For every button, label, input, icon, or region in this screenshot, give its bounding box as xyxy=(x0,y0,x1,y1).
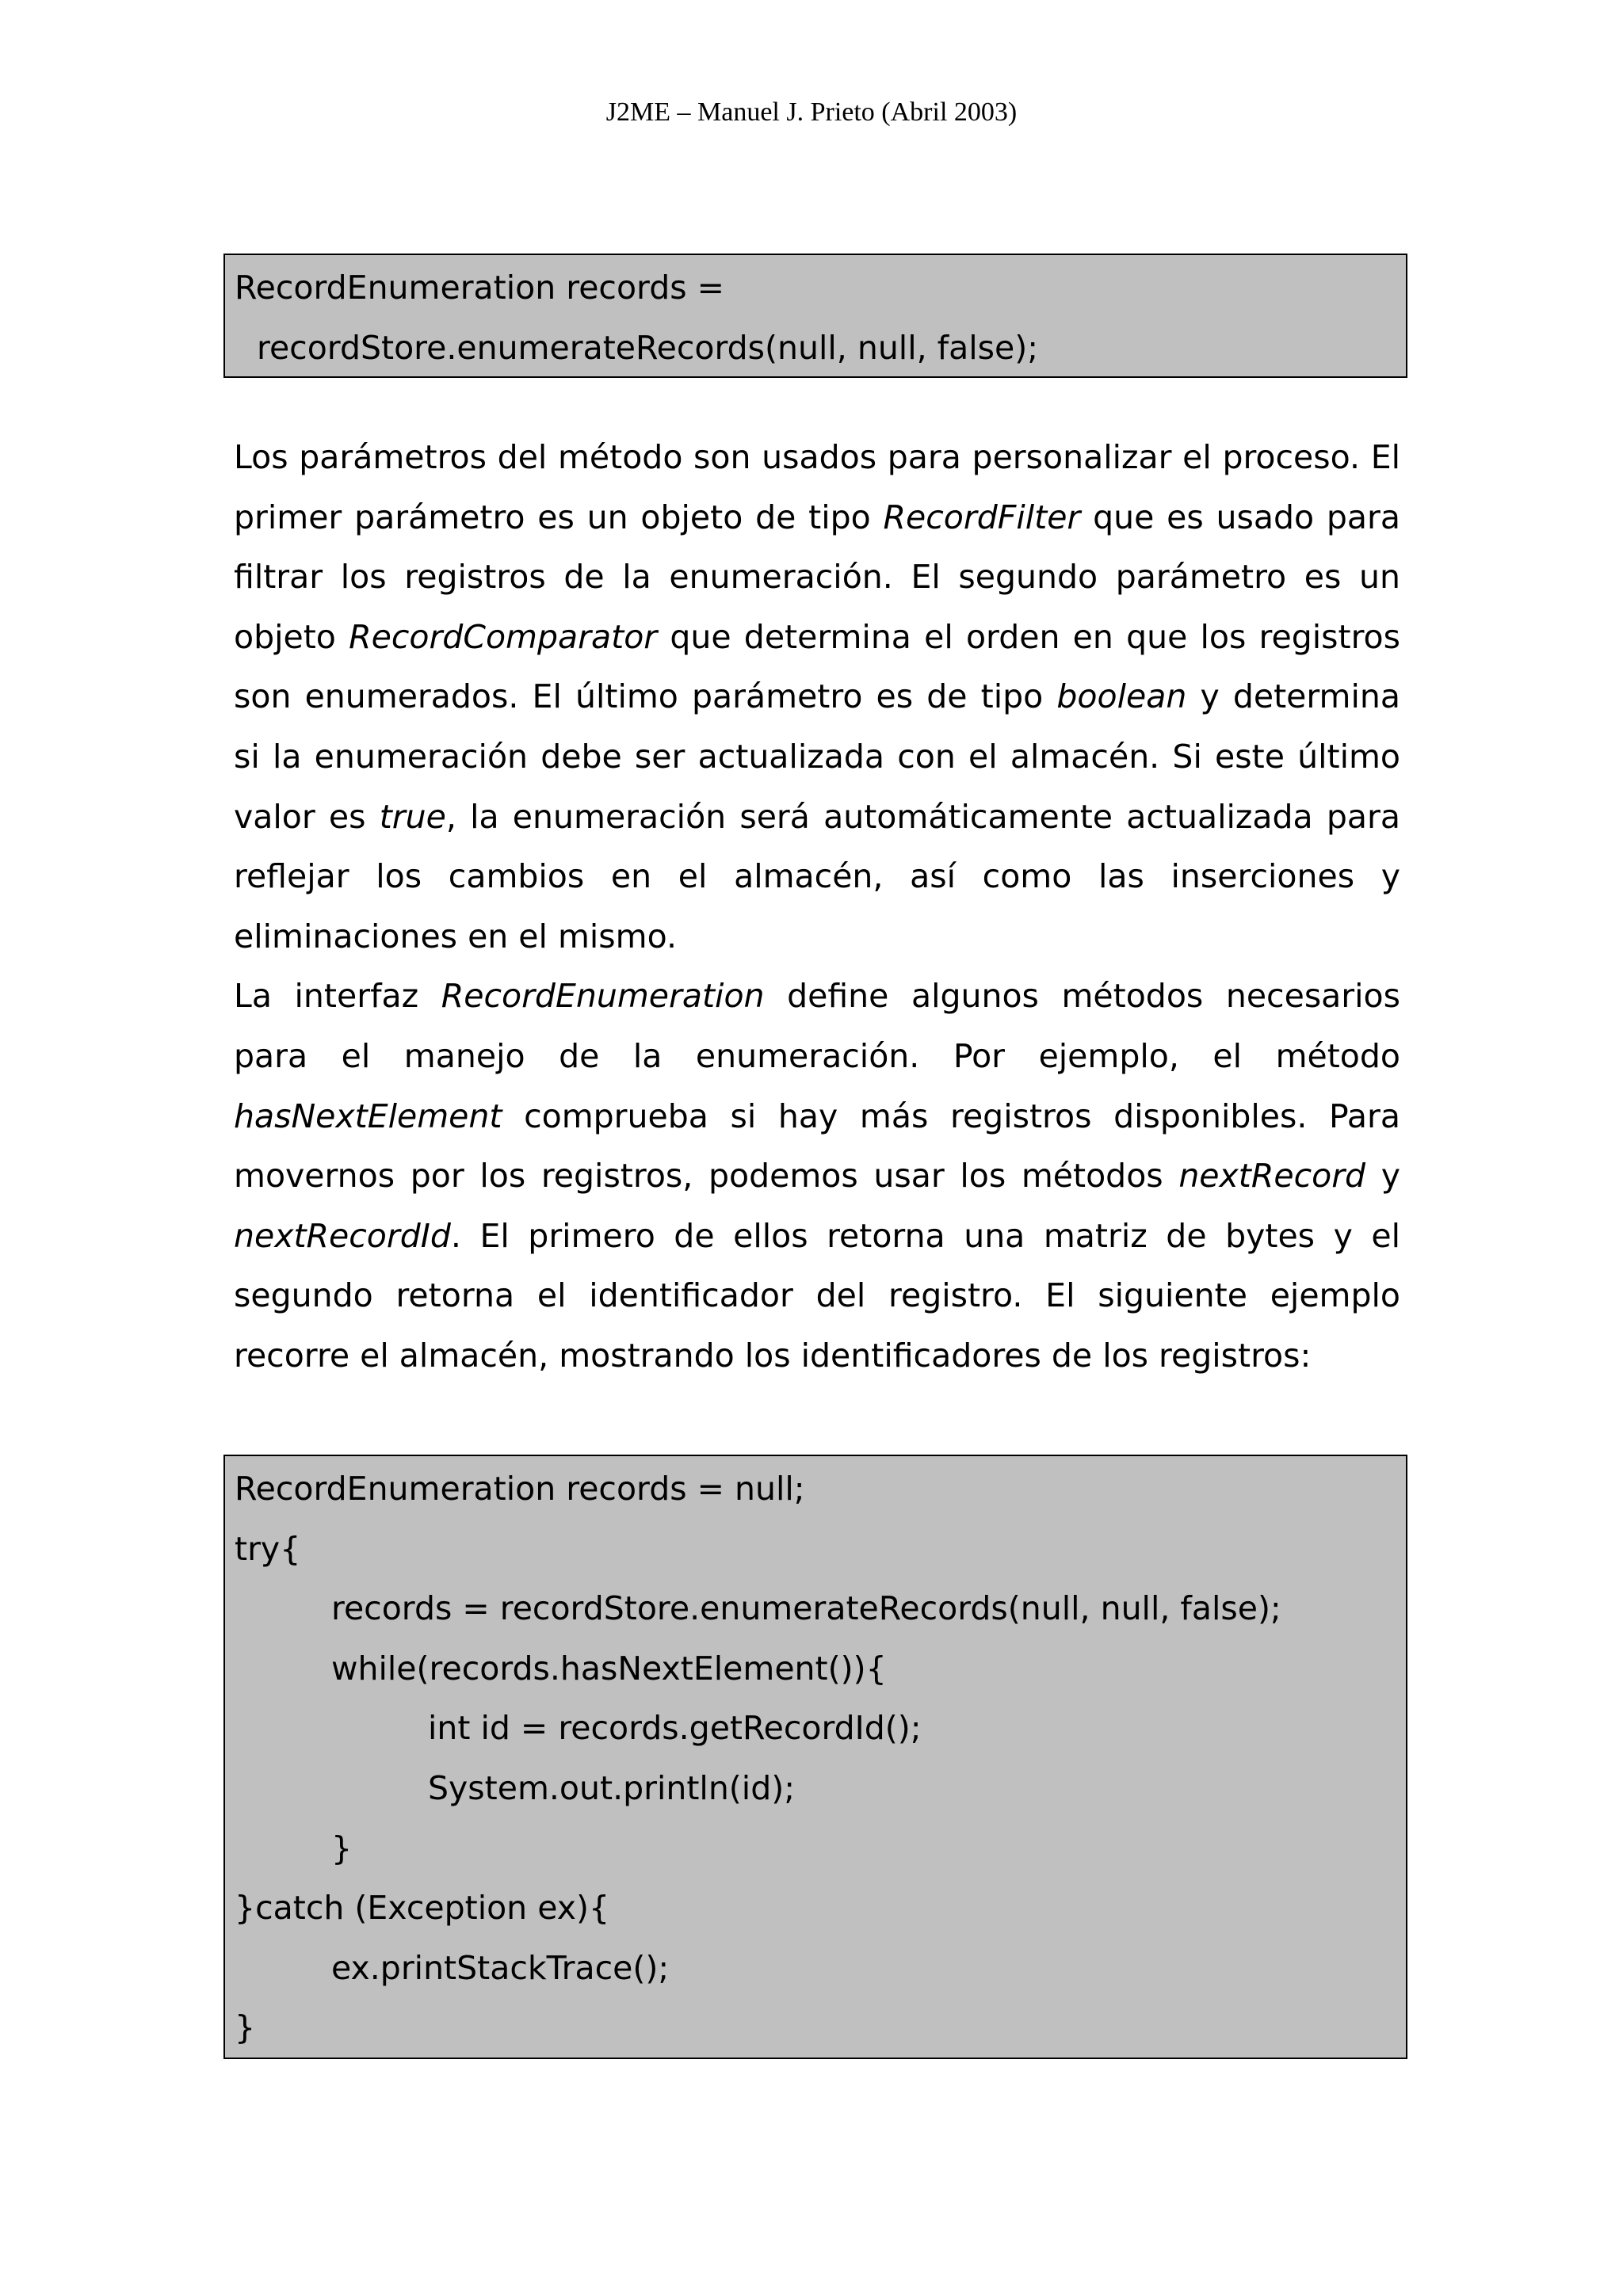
code-line: int id = records.getRecordId(); xyxy=(428,1709,922,1748)
text-run: que es usado para filtrar los registros de la enumeración. El segundo parámetro es un objeto xyxy=(234,498,1400,656)
text-run: que determina el orden en que los registros son enumerados. El último parámetro es de tipo xyxy=(234,617,1400,716)
italic-term: true xyxy=(379,797,446,836)
code-line: } xyxy=(235,2008,256,2047)
text-run: comprueba si hay más registros disponibles. Para movernos por los registros, podemos usar los métodos xyxy=(234,1097,1400,1196)
italic-term: boolean xyxy=(1056,677,1187,716)
italic-term: nextRecord xyxy=(1178,1157,1366,1196)
text-run: Los parámetros del método son usados para personalizar el proceso. El primer parámetro es un objeto de tipo xyxy=(234,438,1400,536)
body-text xyxy=(234,428,1400,1386)
italic-term: nextRecordId xyxy=(234,1216,451,1255)
code-line: System.out.println(id); xyxy=(428,1768,796,1807)
text-run: y xyxy=(1365,1157,1401,1196)
code-line: RecordEnumeration records = null; xyxy=(235,1470,805,1508)
text-run: . El primero de ellos retorna una matriz de bytes y el segundo retorna el identificador del registro. El siguiente ejemplo recorre el almacén, mostrando los identificadores de los registros: xyxy=(234,1216,1400,1375)
code-line: }catch (Exception ex){ xyxy=(235,1889,610,1928)
code-line: } xyxy=(331,1829,353,1867)
code-line: try{ xyxy=(235,1529,301,1568)
code-block-loop-example xyxy=(223,1455,1407,2059)
page-header: J2ME – Manuel J. Prieto (Abril 2003) xyxy=(605,97,1018,127)
paragraph-parameters xyxy=(234,428,1400,967)
italic-term: hasNextElement xyxy=(234,1097,502,1135)
text-run: La interfaz xyxy=(234,977,441,1016)
code-line: RecordEnumeration records = xyxy=(235,269,724,307)
code-line: ex.printStackTrace(); xyxy=(331,1948,670,1987)
paragraph-interface xyxy=(234,967,1400,1386)
text-run: y determina si la enumeración debe ser actualizada con el almacén. Si este último valor es xyxy=(234,677,1400,836)
italic-term: RecordEnumeration xyxy=(441,977,765,1016)
code-line: records = recordStore.enumerateRecords(null, null, false); xyxy=(331,1589,1281,1628)
text-run: , la enumeración será automáticamente actualizada para reflejar los cambios en el almacén, así como las inserciones y eliminaciones en el mismo. xyxy=(234,797,1400,955)
code-line: while(records.hasNextElement()){ xyxy=(331,1649,887,1688)
italic-term: RecordFilter xyxy=(883,498,1081,536)
italic-term: RecordComparator xyxy=(349,617,658,656)
code-block-enumerate xyxy=(223,254,1407,378)
code-line: recordStore.enumerateRecords(null, null, false); xyxy=(257,328,1039,367)
text-run: define algunos métodos necesarios para el manejo de la enumeración. Por ejemplo, el método xyxy=(234,977,1400,1075)
